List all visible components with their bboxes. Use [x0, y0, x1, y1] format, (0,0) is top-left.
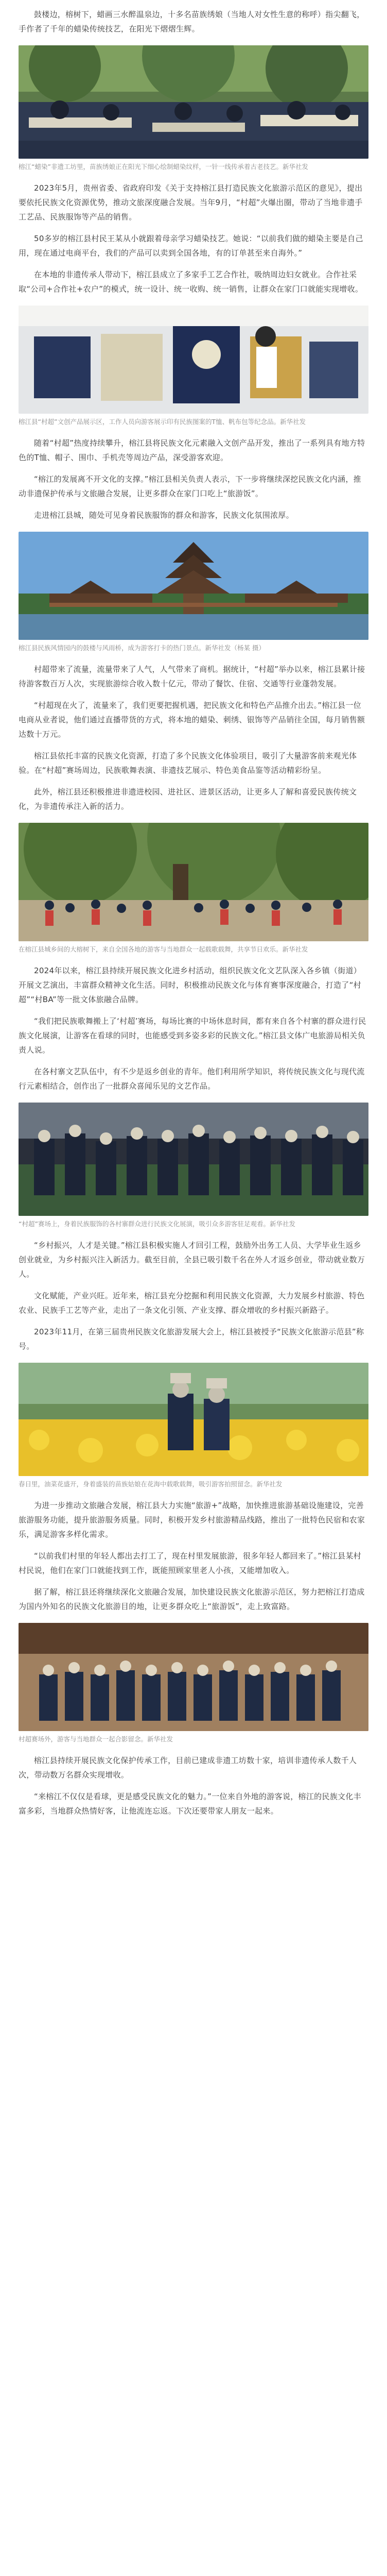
- paragraph: “榕江的发展离不开文化的支撑。”榕江县相关负责人表示，下一步将继续深挖民族文化内涵，推动非遗保护传承与文旅融合发展，让更多群众在家门口吃上“旅游饭”。: [19, 474, 361, 498]
- paragraph: 此外，榕江县还积极推进非遗进校园、进社区、进景区活动，让更多人了解和喜爱民族传统文化，为非遗传承注入新的活力。: [19, 787, 357, 811]
- photo-caption: “村超”赛场上，身着民族服饰的各村寨群众进行民族文化展演，吸引众多游客驻足观看。新华社发: [19, 1220, 295, 1228]
- photo-caption: 榕江县民族风情园内的鼓楼与风雨桥，成为游客打卡的热门景点。新华社发（杨某 摄）: [19, 644, 265, 652]
- paragraph: 2023年11月，在第三届贵州民族文化旅游发展大会上，榕江县被授予“民族文化旅游示范县”称号。: [19, 1327, 364, 1351]
- photo-batik-workshop: [19, 45, 368, 159]
- photo-village-performance: [19, 1103, 368, 1216]
- paragraph: 2023年5月，贵州省委、省政府印发《关于支持榕江县打造民族文化旅游示范区的意见》，提出要依托民族文化资源优势，推动文旅深度融合发展。当年9月，“村超”火爆出圈，带动了当地非遗手工艺品、民族服饰等产品的销售。: [19, 183, 363, 222]
- paragraph: 2024年以来，榕江县持续开展民族文化进乡村活动，组织民族文化文艺队深入各乡镇（街道）开展文艺演出，丰富群众精神文化生活。同时，积极推动民族文化与体育赛事深度融合，打造了“村超”“村BA”等一批文体旅融合品牌。: [19, 966, 362, 1004]
- paragraph: 为进一步推动文旅融合发展，榕江县大力实施“旅游+”战略，加快推进旅游基础设施建设，完善旅游服务功能，提升旅游服务质量。同时，积极开发乡村旅游精品线路，推出了一批特色民宿和农家乐，满足游客多样化需求。: [19, 1501, 365, 1539]
- paragraph: 鼓楼边，榕树下，蜡画三水醉温泉边，十多名苗族绣娘（当地人对女性生意的称呼）指尖翻飞，手作者了千年的蜡染传统技艺，在阳光下熠熠生辉。: [19, 10, 365, 33]
- paragraph: 在各村寨文艺队伍中，有不少是返乡创业的青年。他们利用所学知识，将传统民族文化与现代流行元素相结合，创作出了一批群众喜闻乐见的文艺作品。: [19, 1067, 365, 1091]
- paragraph: 在本地的非遗传承人带动下，榕江县成立了多家手工艺合作社，吸纳周边妇女就业。合作社采取“公司+合作社+农户”的模式，统一设计、统一收购、统一销售，让群众在家门口就能实现增收。: [19, 270, 363, 294]
- photo-caption: 村超赛场外，游客与当地群众一起合影留念。新华社发: [19, 1735, 173, 1743]
- photo-drum-tower: [19, 532, 368, 640]
- photo-banyan-dance: [19, 823, 368, 941]
- paragraph: 走进榕江县城，随处可见身着民族服饰的群众和游客，民族文化氛围浓厚。: [34, 511, 294, 520]
- paragraph: 文化赋能，产业兴旺。近年来，榕江县充分挖掘和利用民族文化资源，大力发展乡村旅游、特色农业、民族手工艺等产业，走出了一条文化引领、产业支撑、群众增收的乡村振兴新路子。: [19, 1291, 365, 1315]
- photo-souvenir-display: [19, 306, 368, 414]
- photo-group: [19, 1623, 368, 1731]
- photo-caption: 榕江县“村超”文创产品展示区，工作人员向游客展示印有民族图案的T恤、帆布包等纪念品。新华社发: [19, 418, 306, 426]
- article-column: [19, 7, 368, 1818]
- photo-caption: 榕江“蜡染”非遗工坊里，苗族绣娘正在阳光下细心绘制蜡染纹样，一针一线传承着古老技艺。新华社发: [19, 163, 308, 171]
- article-page: [0, 7, 387, 1818]
- paragraph: 50多岁的榕江县村民王某从小就跟着母亲学习蜡染技艺。她说：“以前我们做的蜡染主要是自己用，现在通过电商平台，我们的产品可以卖到全国各地，有的订单甚至来自海外。”: [19, 234, 363, 258]
- paragraph: 榕江县持续开展民族文化保护传承工作，目前已建成非遗工坊数十家，培训非遗传承人数千人次，带动数万名群众实现增收。: [19, 1756, 357, 1780]
- paragraph: “我们把民族歌舞搬上了‘村超’赛场，每场比赛的中场休息时间，都有来自各个村寨的群众进行民族文化展演，让游客在看球的同时，也能感受到多姿多彩的民族文化。”榕江县文体广电旅游局相关负责人说。: [19, 1016, 366, 1055]
- paragraph: “来榕江不仅仅是看球，更是感受民族文化的魅力。”一位来自外地的游客说，榕江的民族文化丰富多彩，当地群众热情好客，让他流连忘返。下次还要带家人朋友一起来。: [19, 1792, 361, 1816]
- photo-caption: 春日里，油菜花盛开，身着盛装的苗族姑娘在花海中载歌载舞，吸引游客拍照留念。新华社发: [19, 1480, 283, 1488]
- paragraph: “乡村振兴，人才是关键。”榕江县积极实施人才回引工程，鼓励外出务工人员、大学毕业生返乡创业就业，为乡村振兴注入新活力。截至目前，全县已吸引数千名在外人才返乡创业，带动就业数万人。: [19, 1241, 365, 1279]
- photo-rapeseed-field: [19, 1363, 368, 1476]
- photo-caption: 在榕江县城乡间的大榕树下，来自全国各地的游客与当地群众一起载歌载舞，共享节日欢乐。新华社发: [19, 945, 308, 953]
- paragraph: 村超带来了流量，流量带来了人气，人气带来了商机。据统计，“村超”举办以来，榕江县累计接待游客数百万人次，实现旅游综合收入数十亿元，带动了餐饮、住宿、交通等行业蓬勃发展。: [19, 665, 365, 688]
- paragraph: “以前我们村里的年轻人都出去打工了，现在村里发展旅游，很多年轻人都回来了。”榕江县某村村民说，他们在家门口就能找到工作，既能照顾家里老人小孩，又能增加收入。: [19, 1551, 361, 1575]
- paragraph: 随着“村超”热度持续攀升，榕江县将民族文化元素融入文创产品开发，推出了一系列具有地方特色的T恤、帽子、围巾、手机壳等周边产品，深受游客欢迎。: [19, 438, 365, 462]
- paragraph: “村超现在火了，流量来了，我们更要把握机遇，把民族文化和特色产品推介出去。”榕江县一位电商从业者说，他们通过直播带货的方式，将本地的蜡染、刺绣、银饰等产品销往全国，每月销售额达数十万元。: [19, 701, 365, 739]
- paragraph: 榕江县依托丰富的民族文化资源，打造了多个民族文化体验项目，吸引了大量游客前来观光体验。在“村超”赛场周边，民族歌舞表演、非遗技艺展示、特色美食品鉴等活动精彩纷呈。: [19, 751, 357, 775]
- paragraph: 据了解，榕江县还将继续深化文旅融合发展，加快建设民族文化旅游示范区，努力把榕江打造成为国内外知名的民族文化旅游目的地，让更多群众吃上“旅游饭”，走上致富路。: [19, 1587, 365, 1611]
